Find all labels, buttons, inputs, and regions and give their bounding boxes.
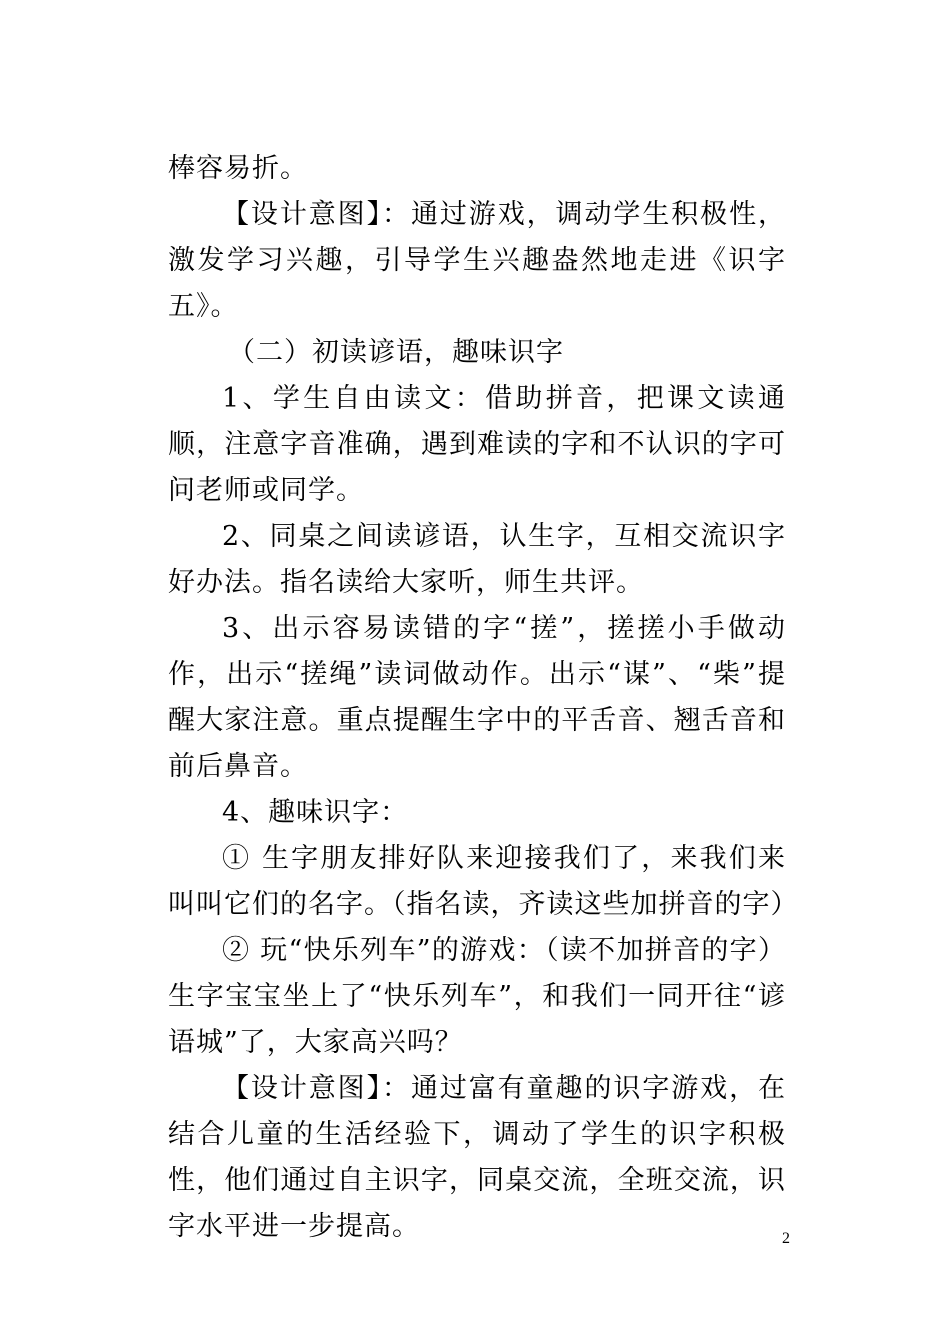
paragraph-step-4: 4、趣味识字：: [222, 797, 409, 828]
paragraph-design-intent-1: 【设计意图】：通过游戏，调动学生积极性，激发学习兴趣，引导学生兴趣盎然地走进《识字五》。: [168, 199, 786, 322]
paragraph-item-1: ① 生字朋友排好队来迎接我们了，来我们来叫叫它们的名字。（指名读，齐读这些加拼音的字）: [168, 843, 799, 920]
paragraph-step-3: 3、出示容易读错的字“搓”，搓搓小手做动作，出示“搓绳”读词做动作。出示“谋”、“柴”提醒大家注意。重点提醒生字中的平舌音、翘舌音和前后鼻音。: [168, 613, 786, 782]
page-body: [168, 146, 799, 1250]
paragraph-design-intent-2: 【设计意图】：通过富有童趣的识字游戏，在结合儿童的生活经验下，调动了学生的识字积极性，他们通过自主识字，同桌交流，全班交流，识字水平进一步提高。: [168, 1073, 786, 1242]
paragraph-continuation: 棒容易折。: [168, 153, 308, 184]
paragraph-step-1: 1、学生自由读文：借助拼音，把课文读通顺，注意字音准确，遇到难读的字和不认识的字可问老师或同学。: [168, 383, 786, 506]
section-heading-2: （二）初读谚语，趣味识字: [228, 337, 564, 368]
page-number: 2: [782, 1230, 790, 1247]
paragraph-item-2: ② 玩“快乐列车”的游戏：（读不加拼音的字）生字宝宝坐上了“快乐列车”，和我们一同开往“谚语城”了，大家高兴吗？: [168, 935, 786, 1058]
paragraph-step-2: 2、同桌之间读谚语，认生字，互相交流识字好办法。指名读给大家听，师生共评。: [168, 521, 786, 598]
